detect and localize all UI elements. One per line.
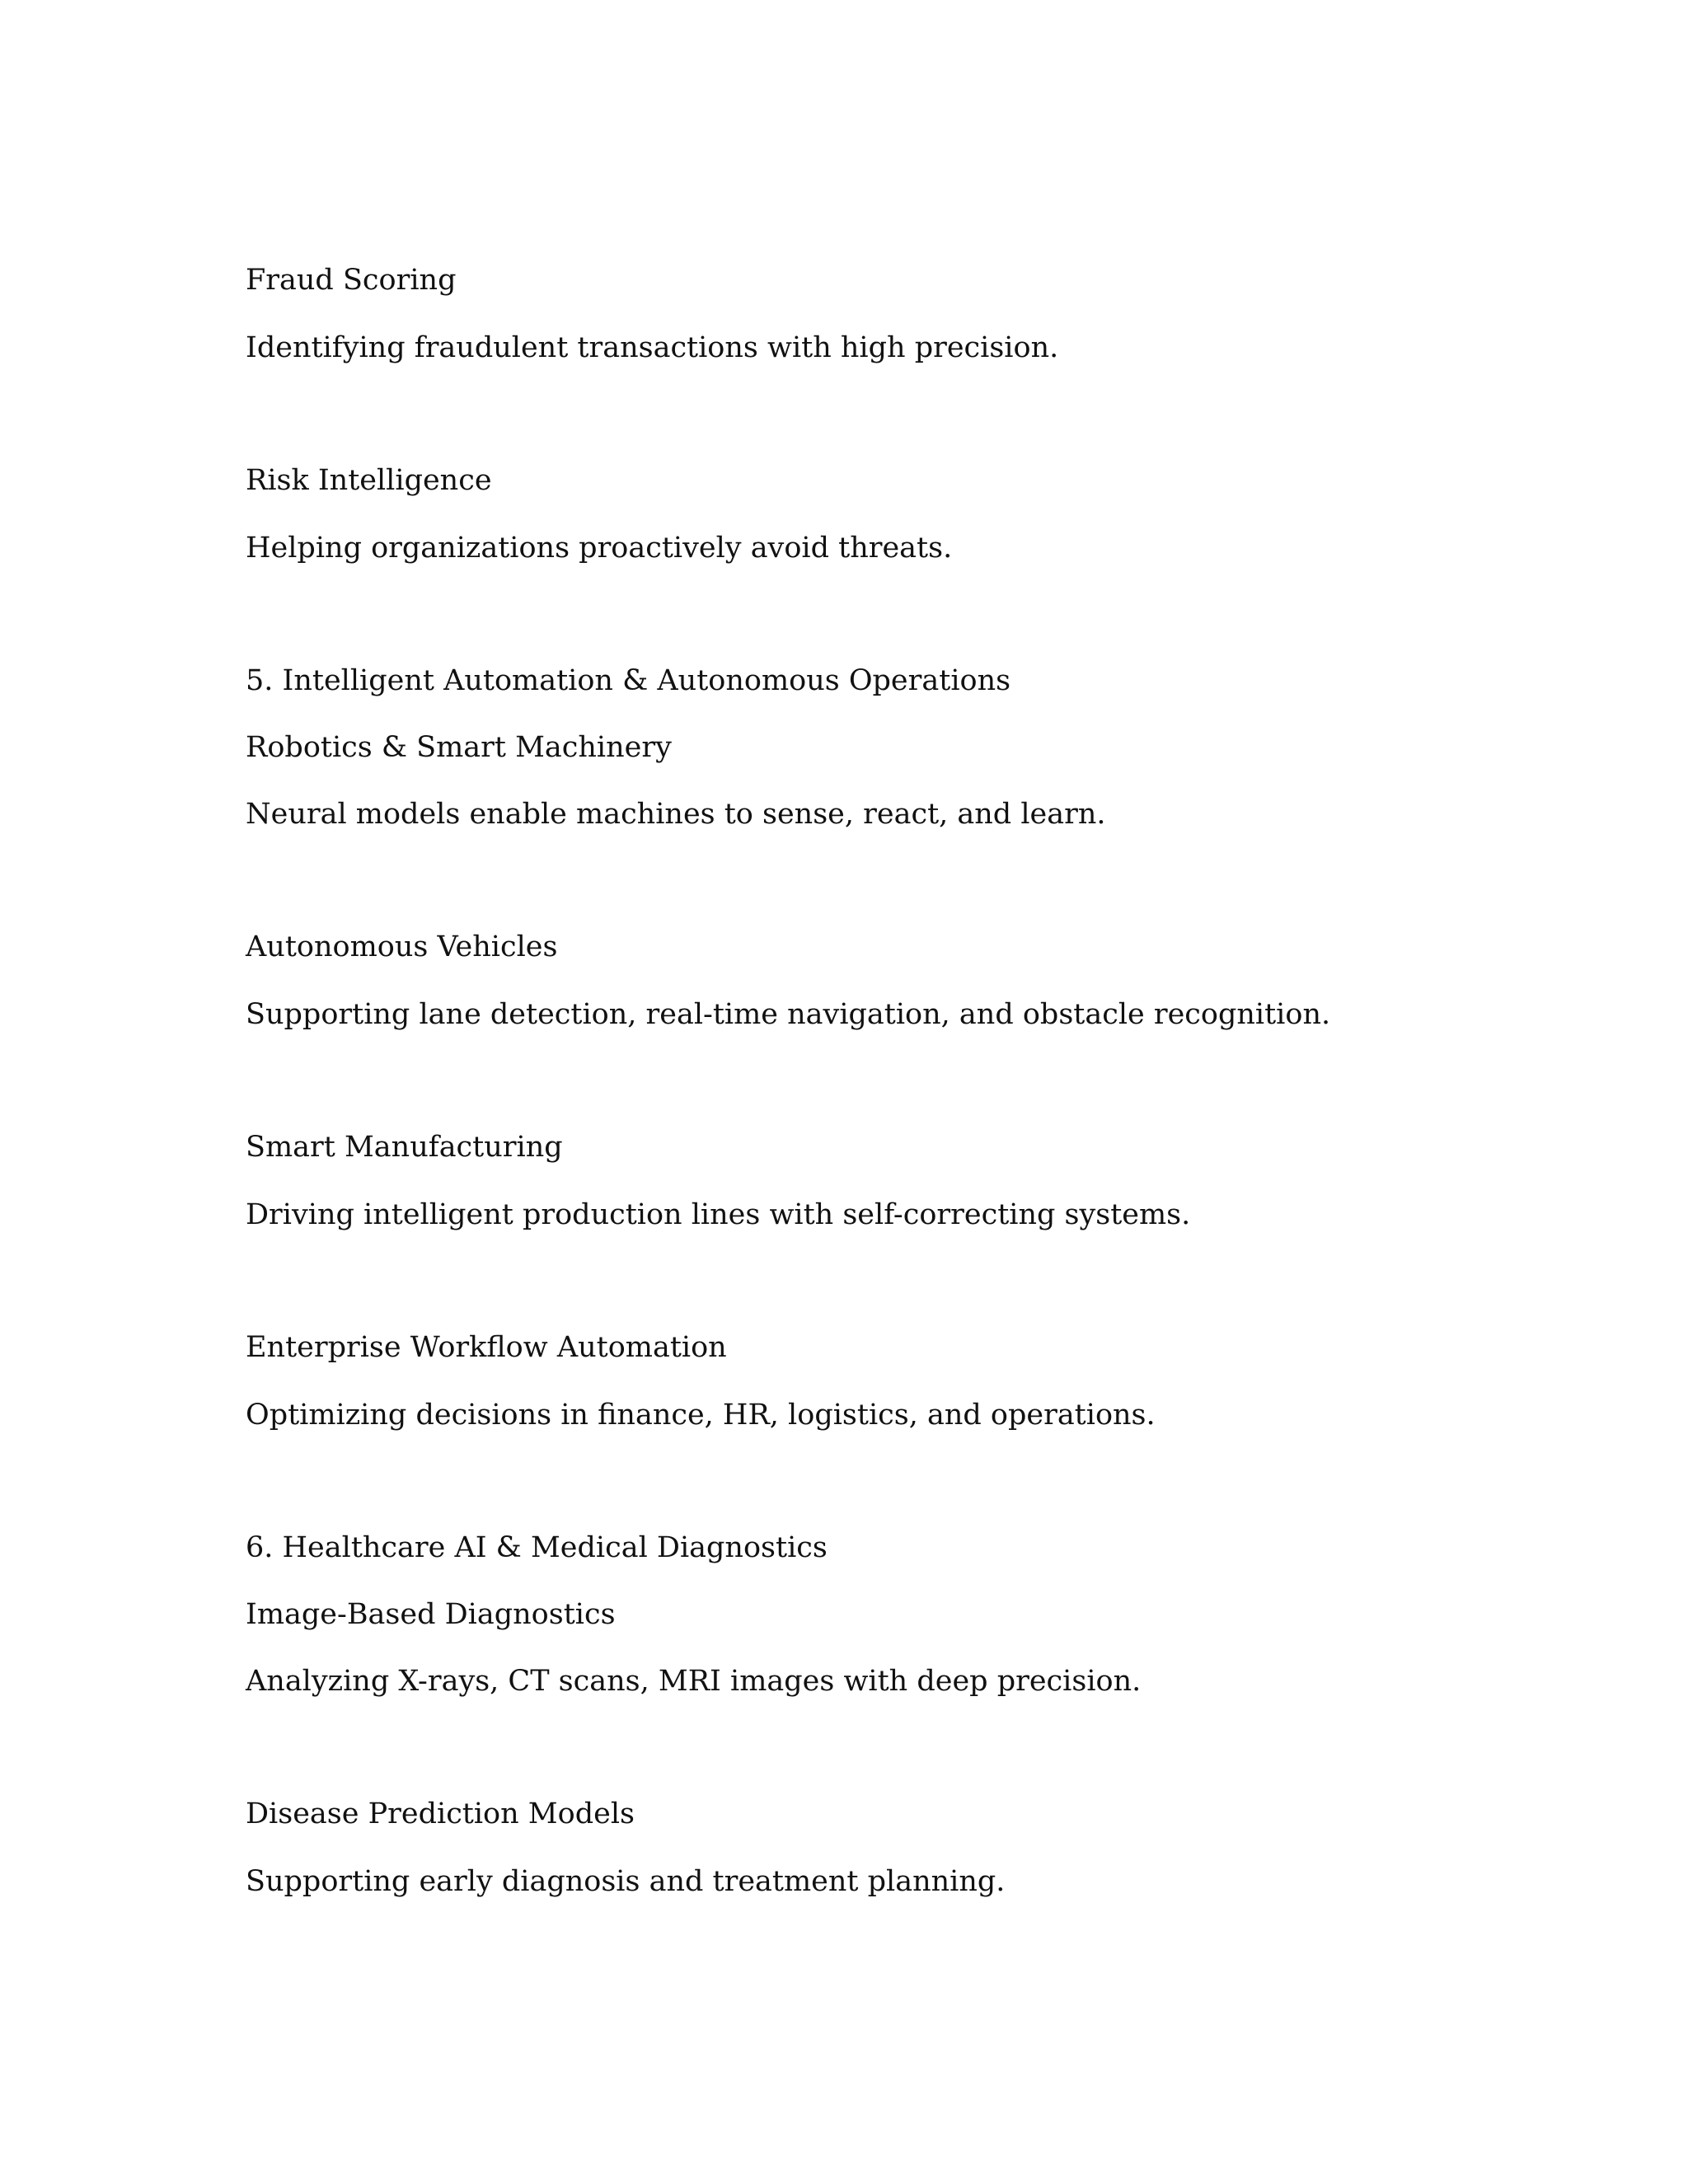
section-heading-6: 6. Healthcare AI & Medical Diagnostics: [246, 1531, 828, 1564]
paragraph-robotics: Neural models enable machines to sense, react, and learn.: [246, 798, 1106, 831]
subheading-risk-intelligence: Risk Intelligence: [246, 464, 492, 497]
subheading-disease-prediction: Disease Prediction Models: [246, 1797, 635, 1830]
subheading-smart-manufacturing: Smart Manufacturing: [246, 1131, 563, 1164]
subheading-autonomous-vehicles: Autonomous Vehicles: [246, 930, 558, 963]
section-heading-5: 5. Intelligent Automation & Autonomous Operations: [246, 664, 1011, 697]
paragraph-autonomous-vehicles: Supporting lane detection, real-time navigation, and obstacle recognition.: [246, 998, 1331, 1031]
paragraph-image-diagnostics: Analyzing X-rays, CT scans, MRI images with deep precision.: [246, 1665, 1142, 1698]
paragraph-fraud-scoring: Identifying fraudulent transactions with high precision.: [246, 331, 1059, 364]
subheading-robotics: Robotics & Smart Machinery: [246, 731, 672, 764]
paragraph-smart-manufacturing: Driving intelligent production lines with self-correcting systems.: [246, 1198, 1191, 1231]
paragraph-disease-prediction: Supporting early diagnosis and treatment planning.: [246, 1865, 1006, 1898]
subheading-image-diagnostics: Image-Based Diagnostics: [246, 1598, 616, 1631]
paragraph-risk-intelligence: Helping organizations proactively avoid threats.: [246, 532, 953, 565]
paragraph-workflow-automation: Optimizing decisions in finance, HR, logistics, and operations.: [246, 1399, 1156, 1432]
subheading-fraud-scoring: Fraud Scoring: [246, 264, 457, 297]
subheading-workflow-automation: Enterprise Workflow Automation: [246, 1331, 727, 1364]
